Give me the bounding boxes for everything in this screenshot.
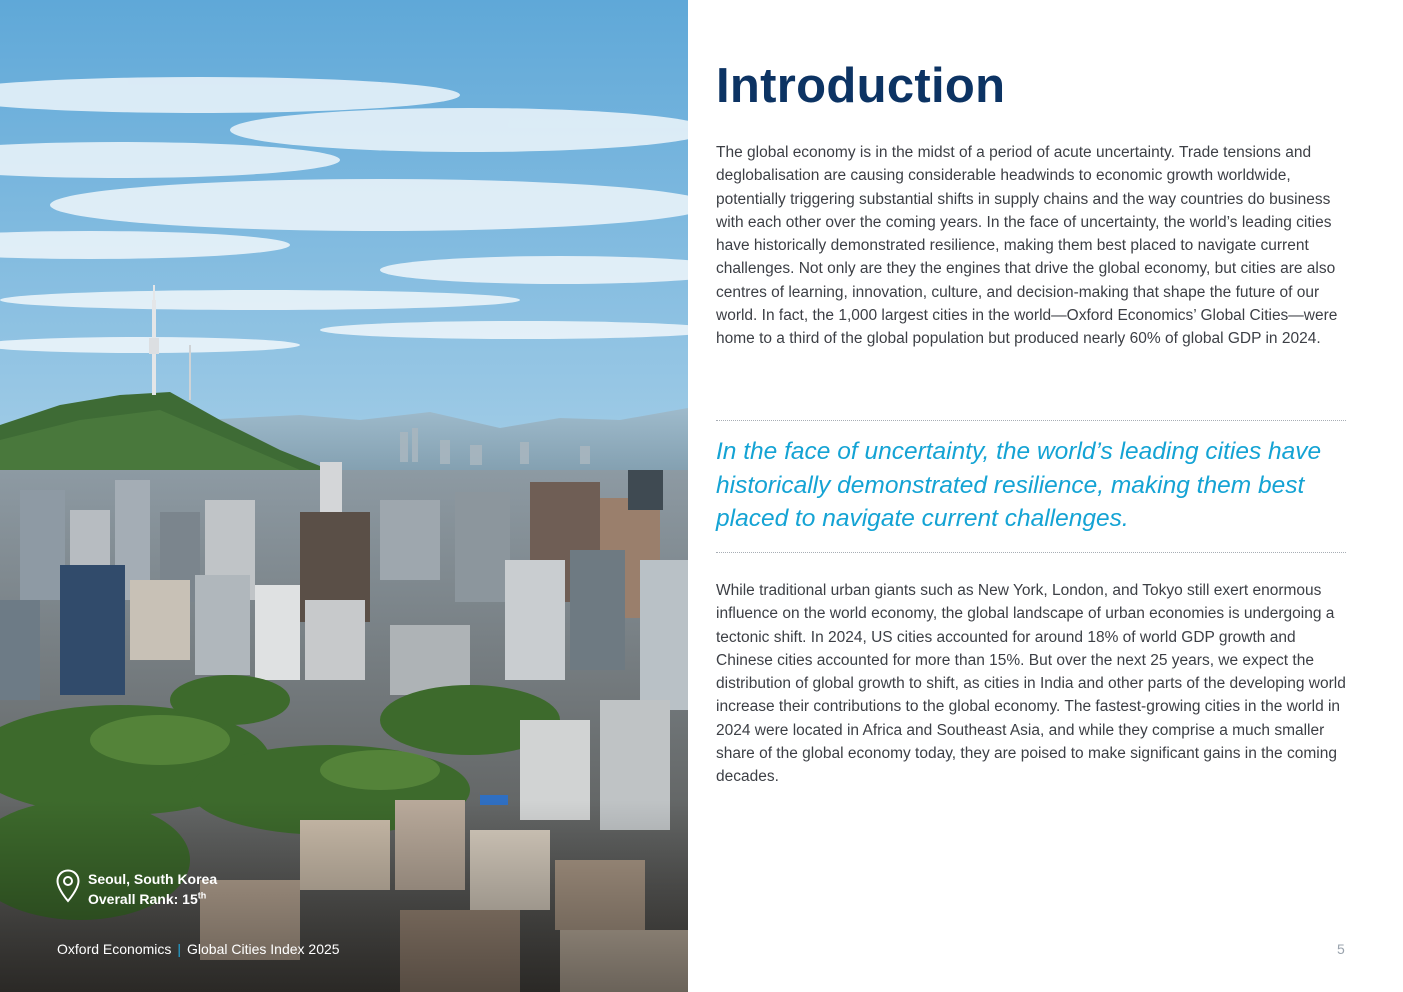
city-skyline-photo xyxy=(0,0,688,992)
intro-paragraph: The global economy is in the midst of a period of acute uncertainty. Trade tensions and deglobalisation are causing considerable headwinds to economic growth worldwide, potentially triggering substantial shifts in supply chains and the way countries do business with each other over the coming years. In the face of uncertainty, the world’s leading cities have historically demonstrated resilience, making them best placed to navigate current challenges. Not only are they the engines that drive the global economy, but cities are also centres of learning, innovation, culture, and decision-making that shape the future of our world. In fact, the 1,000 largest cities in the world—Oxford Economics’ Global Cities—were home to a third of the global population but produced nearly 60% of global GDP in 2024. xyxy=(716,144,1338,348)
pull-quote-box xyxy=(716,420,1346,553)
body-paragraph: While traditional urban giants such as New York, London, and Tokyo still exert enormous influence on the world economy, the global landscape of urban economies is undergoing a tectonic shift. In 2024, US cities accounted for around 18% of world GDP growth and Chinese cities accounted for more than 15%. But over the next 25 years, we expect the distribution of global growth to shift, as cities in India and other parts of the developing world increase their contributions to the global economy. The fastest-growing cities in the world in 2024 were located in Africa and Southeast Asia, and while they comprise a much smaller share of the global economy today, they are poised to make significant gains in the coming decades. xyxy=(716,582,1346,786)
page-title: Introduction xyxy=(716,59,1006,113)
overall-rank: Overall Rank: 15th xyxy=(88,890,207,907)
location-pin-icon xyxy=(56,869,80,903)
photo-caption xyxy=(56,869,217,909)
report-name: Global Cities Index 2025 xyxy=(187,941,340,957)
pull-quote: In the face of uncertainty, the world’s leading cities have historically demonstrated resilience, making them best placed to navigate current challenges. xyxy=(716,438,1322,532)
footer xyxy=(57,941,340,957)
location-name: Seoul, South Korea xyxy=(88,871,218,887)
page-number: 5 xyxy=(1337,941,1345,957)
footer-separator: | xyxy=(177,941,182,957)
article-content xyxy=(716,56,1348,786)
publisher-name: Oxford Economics xyxy=(57,941,172,957)
